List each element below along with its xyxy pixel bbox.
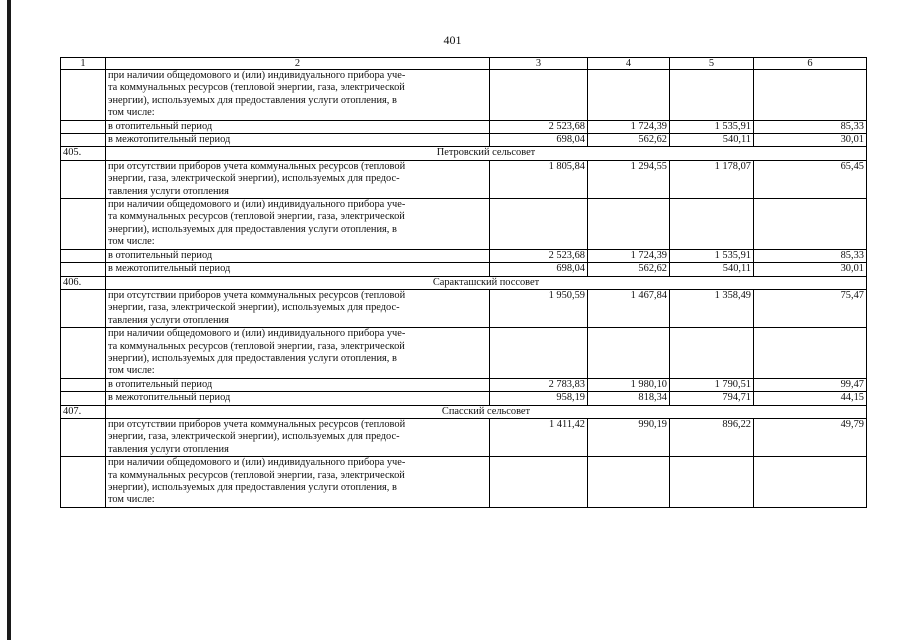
row-number-cell (61, 160, 106, 198)
value-col4 (588, 457, 670, 508)
value-col6: 75,47 (754, 289, 867, 327)
table-row (61, 328, 867, 379)
value-col4: 1 467,84 (588, 289, 670, 327)
row-description: при наличии общедомового и (или) индивидуального прибора уче- та коммунальных ресурсов (тепловой энергии, газа, электрической энергии), используемых для предоставления услуги отопления, в том числе: (106, 199, 490, 250)
row-description: в отопительный период (106, 249, 490, 262)
column-header-5: 5 (670, 58, 754, 70)
column-header-1: 1 (61, 58, 106, 70)
value-col4: 562,62 (588, 134, 670, 147)
value-col5: 896,22 (670, 418, 754, 456)
value-col4: 990,19 (588, 418, 670, 456)
value-col5 (670, 328, 754, 379)
row-description: при наличии общедомового и (или) индивидуального прибора уче- та коммунальных ресурсов (тепловой энергии, газа, электрической энергии), используемых для предоставления услуги отопления, в том числе: (106, 457, 490, 508)
value-col3: 1 805,84 (490, 160, 588, 198)
table-row (61, 289, 867, 327)
column-header-2: 2 (106, 58, 490, 70)
section-number: 405. (61, 147, 106, 160)
row-description: в межотопительный период (106, 263, 490, 276)
row-number-cell (61, 199, 106, 250)
value-col3: 1 411,42 (490, 418, 588, 456)
value-col3 (490, 328, 588, 379)
table-row (61, 378, 867, 391)
table-row (61, 418, 867, 456)
value-col6 (754, 199, 867, 250)
value-col3 (490, 457, 588, 508)
section-row (61, 276, 867, 289)
section-number: 407. (61, 405, 106, 418)
value-col6: 85,33 (754, 120, 867, 133)
value-col3: 2 523,68 (490, 249, 588, 262)
value-col5: 1 790,51 (670, 378, 754, 391)
tariff-table (60, 57, 867, 508)
value-col5: 1 358,49 (670, 289, 754, 327)
value-col5 (670, 70, 754, 121)
row-description: при отсутствии приборов учета коммунальных ресурсов (тепловой энергии, газа, электрической энергии), используемых для предос- тавления услуги отопления (106, 289, 490, 327)
column-header-row (61, 58, 867, 70)
value-col3: 1 950,59 (490, 289, 588, 327)
tariff-table-body (61, 58, 867, 508)
table-row (61, 457, 867, 508)
value-col3 (490, 199, 588, 250)
row-number-cell (61, 457, 106, 508)
value-col4 (588, 199, 670, 250)
value-col5 (670, 457, 754, 508)
row-number-cell (61, 418, 106, 456)
table-row (61, 160, 867, 198)
section-number: 406. (61, 276, 106, 289)
value-col3 (490, 70, 588, 121)
value-col3: 698,04 (490, 134, 588, 147)
value-col6: 30,01 (754, 134, 867, 147)
page-binding-edge (7, 0, 11, 640)
row-description: при наличии общедомового и (или) индивидуального прибора уче- та коммунальных ресурсов (тепловой энергии, газа, электрической энергии), используемых для предоставления услуги отопления, в том числе: (106, 70, 490, 121)
value-col5 (670, 199, 754, 250)
section-row (61, 405, 867, 418)
value-col3: 698,04 (490, 263, 588, 276)
value-col4: 562,62 (588, 263, 670, 276)
value-col6: 85,33 (754, 249, 867, 262)
row-number-cell (61, 392, 106, 405)
value-col4 (588, 70, 670, 121)
value-col6: 99,47 (754, 378, 867, 391)
value-col4: 1 724,39 (588, 249, 670, 262)
value-col5: 1 178,07 (670, 160, 754, 198)
row-number-cell (61, 120, 106, 133)
row-description: при наличии общедомового и (или) индивидуального прибора уче- та коммунальных ресурсов (тепловой энергии, газа, электрической энергии), используемых для предоставления услуги отопления, в том числе: (106, 328, 490, 379)
value-col4: 818,34 (588, 392, 670, 405)
value-col5: 540,11 (670, 263, 754, 276)
value-col3: 2 783,83 (490, 378, 588, 391)
section-name: Саракташский поссовет (106, 276, 867, 289)
row-description: при отсутствии приборов учета коммунальных ресурсов (тепловой энергии, газа, электрической энергии), используемых для предос- тавления услуги отопления (106, 418, 490, 456)
value-col6: 44,15 (754, 392, 867, 405)
row-description: при отсутствии приборов учета коммунальных ресурсов (тепловой энергии, газа, электрической энергии), используемых для предос- тавления услуги отопления (106, 160, 490, 198)
row-number-cell (61, 289, 106, 327)
value-col5: 1 535,91 (670, 120, 754, 133)
table-row (61, 392, 867, 405)
row-description: в межотопительный период (106, 134, 490, 147)
row-number-cell (61, 378, 106, 391)
value-col6 (754, 328, 867, 379)
row-number-cell (61, 328, 106, 379)
row-description: в отопительный период (106, 120, 490, 133)
value-col6 (754, 70, 867, 121)
row-description: в отопительный период (106, 378, 490, 391)
column-header-6: 6 (754, 58, 867, 70)
value-col4: 1 724,39 (588, 120, 670, 133)
value-col3: 2 523,68 (490, 120, 588, 133)
table-row (61, 134, 867, 147)
value-col3: 958,19 (490, 392, 588, 405)
row-number-cell (61, 134, 106, 147)
table-row (61, 70, 867, 121)
value-col5: 1 535,91 (670, 249, 754, 262)
table-row (61, 249, 867, 262)
section-name: Спасский сельсовет (106, 405, 867, 418)
table-row (61, 263, 867, 276)
section-row (61, 147, 867, 160)
value-col6: 65,45 (754, 160, 867, 198)
page-number: 401 (443, 33, 462, 47)
row-number-cell (61, 70, 106, 121)
value-col4: 1 980,10 (588, 378, 670, 391)
row-description: в межотопительный период (106, 392, 490, 405)
row-number-cell (61, 249, 106, 262)
table-row (61, 120, 867, 133)
value-col4: 1 294,55 (588, 160, 670, 198)
value-col6 (754, 457, 867, 508)
section-name: Петровский сельсовет (106, 147, 867, 160)
row-number-cell (61, 263, 106, 276)
column-header-3: 3 (490, 58, 588, 70)
value-col6: 30,01 (754, 263, 867, 276)
value-col5: 540,11 (670, 134, 754, 147)
value-col6: 49,79 (754, 418, 867, 456)
value-col4 (588, 328, 670, 379)
column-header-4: 4 (588, 58, 670, 70)
table-row (61, 199, 867, 250)
value-col5: 794,71 (670, 392, 754, 405)
